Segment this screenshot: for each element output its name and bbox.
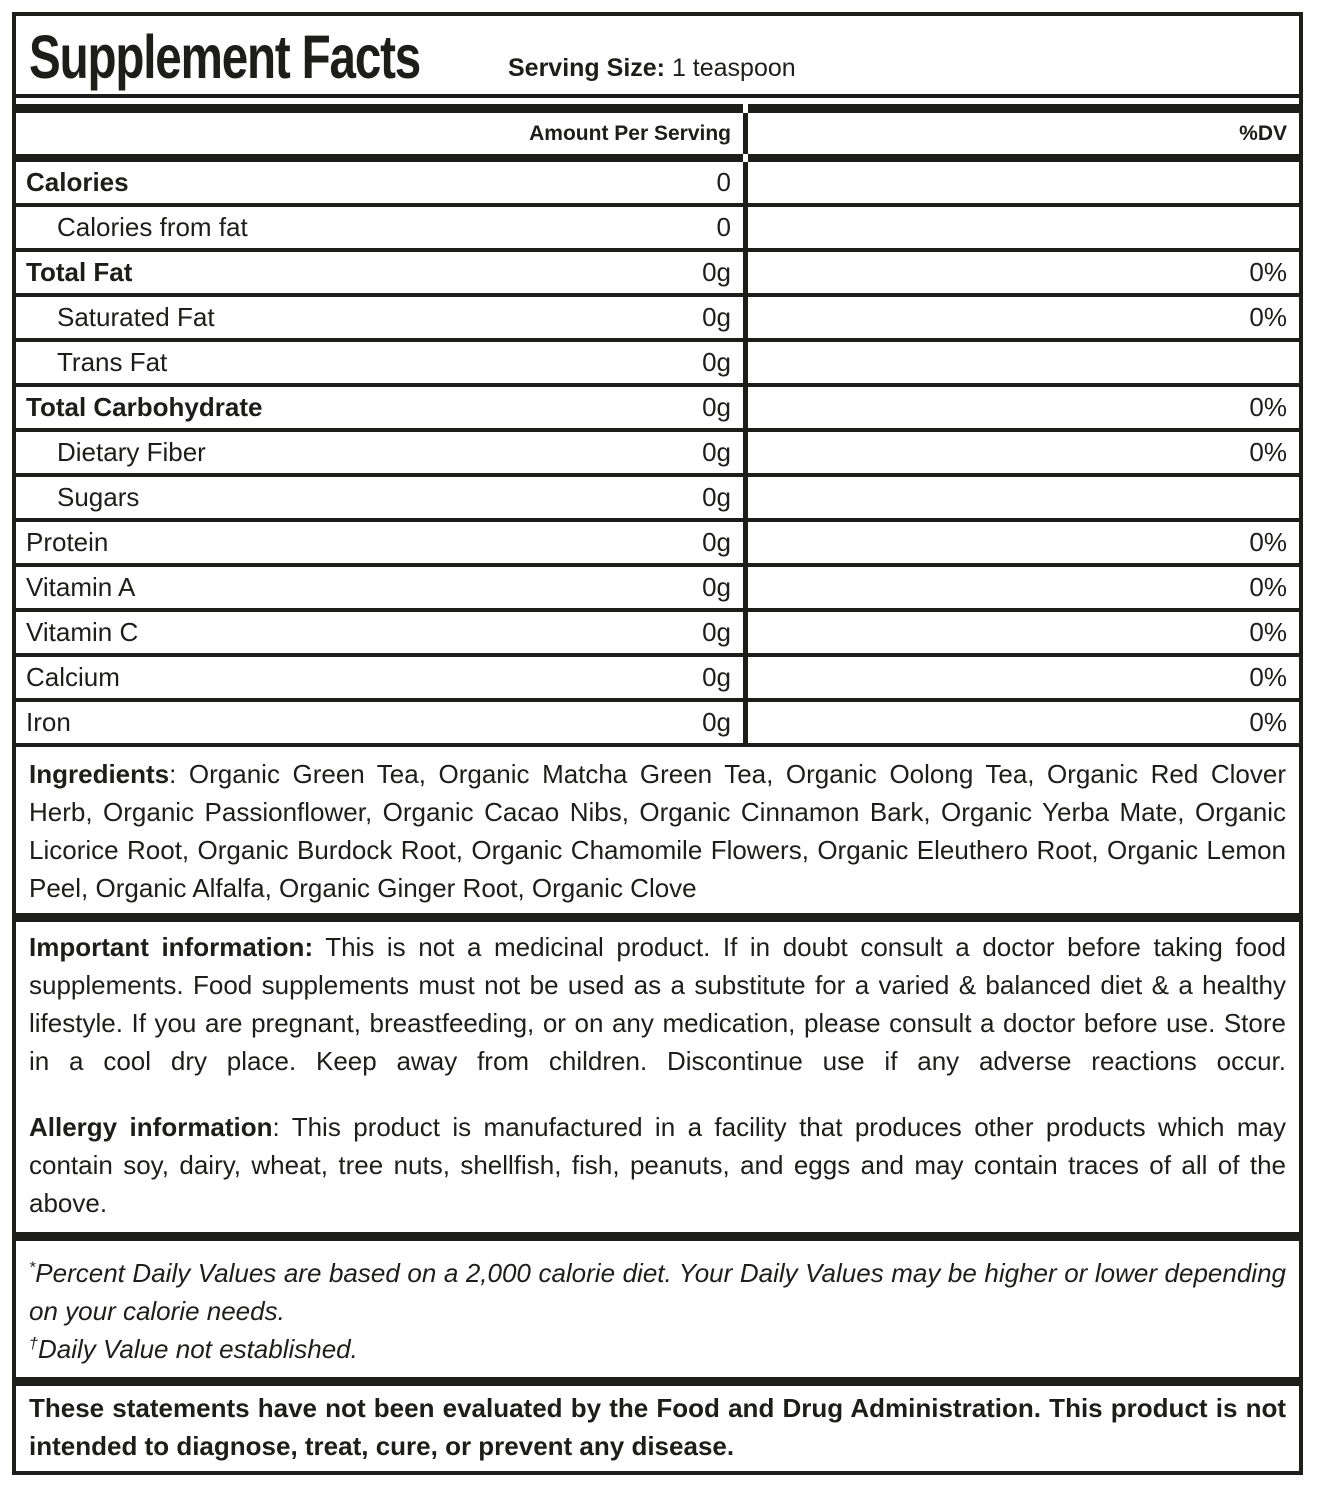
nutrient-cell xyxy=(16,567,748,608)
nutrient-dv: 0% xyxy=(1249,572,1287,602)
section-divider-bar xyxy=(16,1232,1299,1241)
nutrient-dv: 0% xyxy=(1249,707,1287,737)
nutrient-dv: 0% xyxy=(1249,527,1287,557)
fda-disclaimer xyxy=(16,1386,1299,1471)
nutrient-amount: 0 xyxy=(716,212,731,242)
nutrient-amount: 0g xyxy=(702,302,731,332)
dv-cell xyxy=(748,342,1299,383)
nutrient-cell xyxy=(16,387,748,428)
important-information-label: Important information: xyxy=(29,932,314,962)
percent-dv-header: %DV xyxy=(1239,121,1287,145)
nutrient-amount: 0g xyxy=(702,707,731,737)
nutrient-amount: 0g xyxy=(702,437,731,467)
dv-cell xyxy=(748,252,1299,293)
nutrient-amount: 0g xyxy=(702,347,731,377)
serving-size-value: 1 teaspoon xyxy=(665,54,796,82)
nutrient-amount: 0g xyxy=(702,392,731,422)
dagger-symbol: † xyxy=(29,1334,38,1353)
nutrient-cell xyxy=(16,432,748,473)
nutrient-amount: 0g xyxy=(702,527,731,557)
allergy-information xyxy=(29,1108,1286,1222)
dv-cell xyxy=(748,522,1299,563)
nutrient-dv: 0% xyxy=(1249,302,1287,332)
ingredients-label: Ingredients xyxy=(29,759,170,789)
nutrient-name: Dietary Fiber xyxy=(57,437,206,467)
nutrient-amount: 0g xyxy=(702,257,731,287)
dv-cell xyxy=(748,657,1299,698)
section-divider-bar xyxy=(16,154,1299,162)
table-row xyxy=(16,567,1299,612)
table-row xyxy=(16,612,1299,657)
ingredients-text: : Organic Green Tea, Organic Matcha Green Tea, Organic Oolong Tea, Organic Red Clover Herb, Organic Passionflower, Organic Cacao Nibs, Organic Cinnamon Bark, Organic Yerba Mate, Organic Licorice Root, Organic Burdock Root, Organic Chamomile Flowers, Organic Eleuthero Root, Organic Lemon Peel, Organic Alfalfa, Organic Ginger Root, Organic Clove xyxy=(29,759,1286,903)
nutrient-amount: 0g xyxy=(702,617,731,647)
section-divider-bar xyxy=(16,1377,1299,1386)
nutrient-dv: 0% xyxy=(1249,257,1287,287)
table-row xyxy=(16,207,1299,252)
dv-cell xyxy=(748,297,1299,338)
nutrient-cell xyxy=(16,612,748,653)
table-row xyxy=(16,702,1299,747)
section-divider-bar xyxy=(16,913,1299,922)
nutrient-name: Calcium xyxy=(26,662,120,692)
nutrient-name: Calories xyxy=(26,167,129,197)
nutrient-name: Vitamin C xyxy=(26,617,139,647)
serving-size-label: Serving Size: xyxy=(508,54,665,82)
nutrient-cell xyxy=(16,522,748,563)
nutrient-amount: 0 xyxy=(716,167,731,197)
important-information xyxy=(29,928,1286,1080)
table-row xyxy=(16,252,1299,297)
asterisk-symbol: * xyxy=(29,1258,36,1277)
nutrient-dv: 0% xyxy=(1249,662,1287,692)
table-row xyxy=(16,342,1299,387)
not-established-note-text: Daily Value not established. xyxy=(37,1334,358,1364)
dv-cell xyxy=(748,432,1299,473)
nutrient-cell xyxy=(16,477,748,518)
nutrient-cell xyxy=(16,207,748,248)
nutrient-name: Vitamin A xyxy=(26,572,136,602)
percent-dv-note xyxy=(29,1254,1286,1330)
nutrient-dv: 0% xyxy=(1249,392,1287,422)
nutrient-name: Protein xyxy=(26,527,109,557)
section-divider-bar xyxy=(16,104,1299,113)
nutrient-cell xyxy=(16,162,748,203)
dv-cell xyxy=(748,702,1299,743)
serving-size xyxy=(508,54,796,83)
table-header-row xyxy=(16,113,1299,154)
nutrient-amount: 0g xyxy=(702,482,731,512)
table-row xyxy=(16,162,1299,207)
table-row xyxy=(16,522,1299,567)
nutrient-cell xyxy=(16,702,748,743)
page-title: Supplement Facts xyxy=(29,23,421,91)
amount-per-serving-header: Amount Per Serving xyxy=(16,113,748,154)
dv-cell xyxy=(748,387,1299,428)
ingredients-section xyxy=(16,747,1299,913)
nutrient-name: Total Carbohydrate xyxy=(26,392,263,422)
dv-cell xyxy=(748,567,1299,608)
dv-cell xyxy=(748,612,1299,653)
title-section xyxy=(16,16,1299,98)
dv-cell xyxy=(748,477,1299,518)
nutrient-cell xyxy=(16,342,748,383)
table-row xyxy=(16,387,1299,432)
table-row xyxy=(16,477,1299,522)
percent-dv-note-text: Percent Daily Values are based on a 2,000 calorie diet. Your Daily Values may be higher or lower depending on your calorie needs. xyxy=(29,1258,1286,1326)
nutrient-name: Total Fat xyxy=(26,257,133,287)
nutrient-name: Trans Fat xyxy=(57,347,168,377)
dv-cell xyxy=(748,207,1299,248)
nutrient-cell xyxy=(16,252,748,293)
nutrient-cell xyxy=(16,297,748,338)
allergy-information-text: : This product is manufactured in a facility that produces other products which may contain soy, dairy, wheat, tree nuts, shellfish, fish, peanuts, and eggs and may contain traces of all of the above. xyxy=(29,1112,1287,1218)
nutrient-name: Calories from fat xyxy=(57,212,248,242)
nutrient-dv: 0% xyxy=(1249,617,1287,647)
table-row xyxy=(16,432,1299,477)
daily-value-footnote xyxy=(16,1241,1299,1377)
fda-disclaimer-text: These statements have not been evaluated by the Food and Drug Administration. This product is not intended to diagnose, treat, cure, or prevent any disease. xyxy=(29,1393,1286,1461)
nutrient-amount: 0g xyxy=(702,662,731,692)
dv-cell xyxy=(748,162,1299,203)
table-row xyxy=(16,297,1299,342)
nutrient-cell xyxy=(16,657,748,698)
facts-table-body xyxy=(16,162,1299,747)
information-section xyxy=(16,922,1299,1232)
nutrient-name: Iron xyxy=(26,707,71,737)
nutrient-amount: 0g xyxy=(702,572,731,602)
nutrient-name: Saturated Fat xyxy=(57,302,215,332)
table-row xyxy=(16,657,1299,702)
supplement-facts-label xyxy=(12,12,1303,1475)
important-information-text: This is not a medicinal product. If in doubt consult a doctor before taking food supplements. Food supplements must not be used as a substitute for a varied & balanced diet & a healthy lifestyle. If you are pregnant, breastfeeding, or on any medication, please consult a doctor before use. Store in a cool dry place. Keep away from children. Discontinue use if any adverse reactions occur. xyxy=(29,932,1286,1076)
nutrient-dv: 0% xyxy=(1249,437,1287,467)
not-established-note xyxy=(29,1330,1286,1368)
allergy-information-label: Allergy information xyxy=(29,1112,273,1142)
nutrient-name: Sugars xyxy=(57,482,140,512)
